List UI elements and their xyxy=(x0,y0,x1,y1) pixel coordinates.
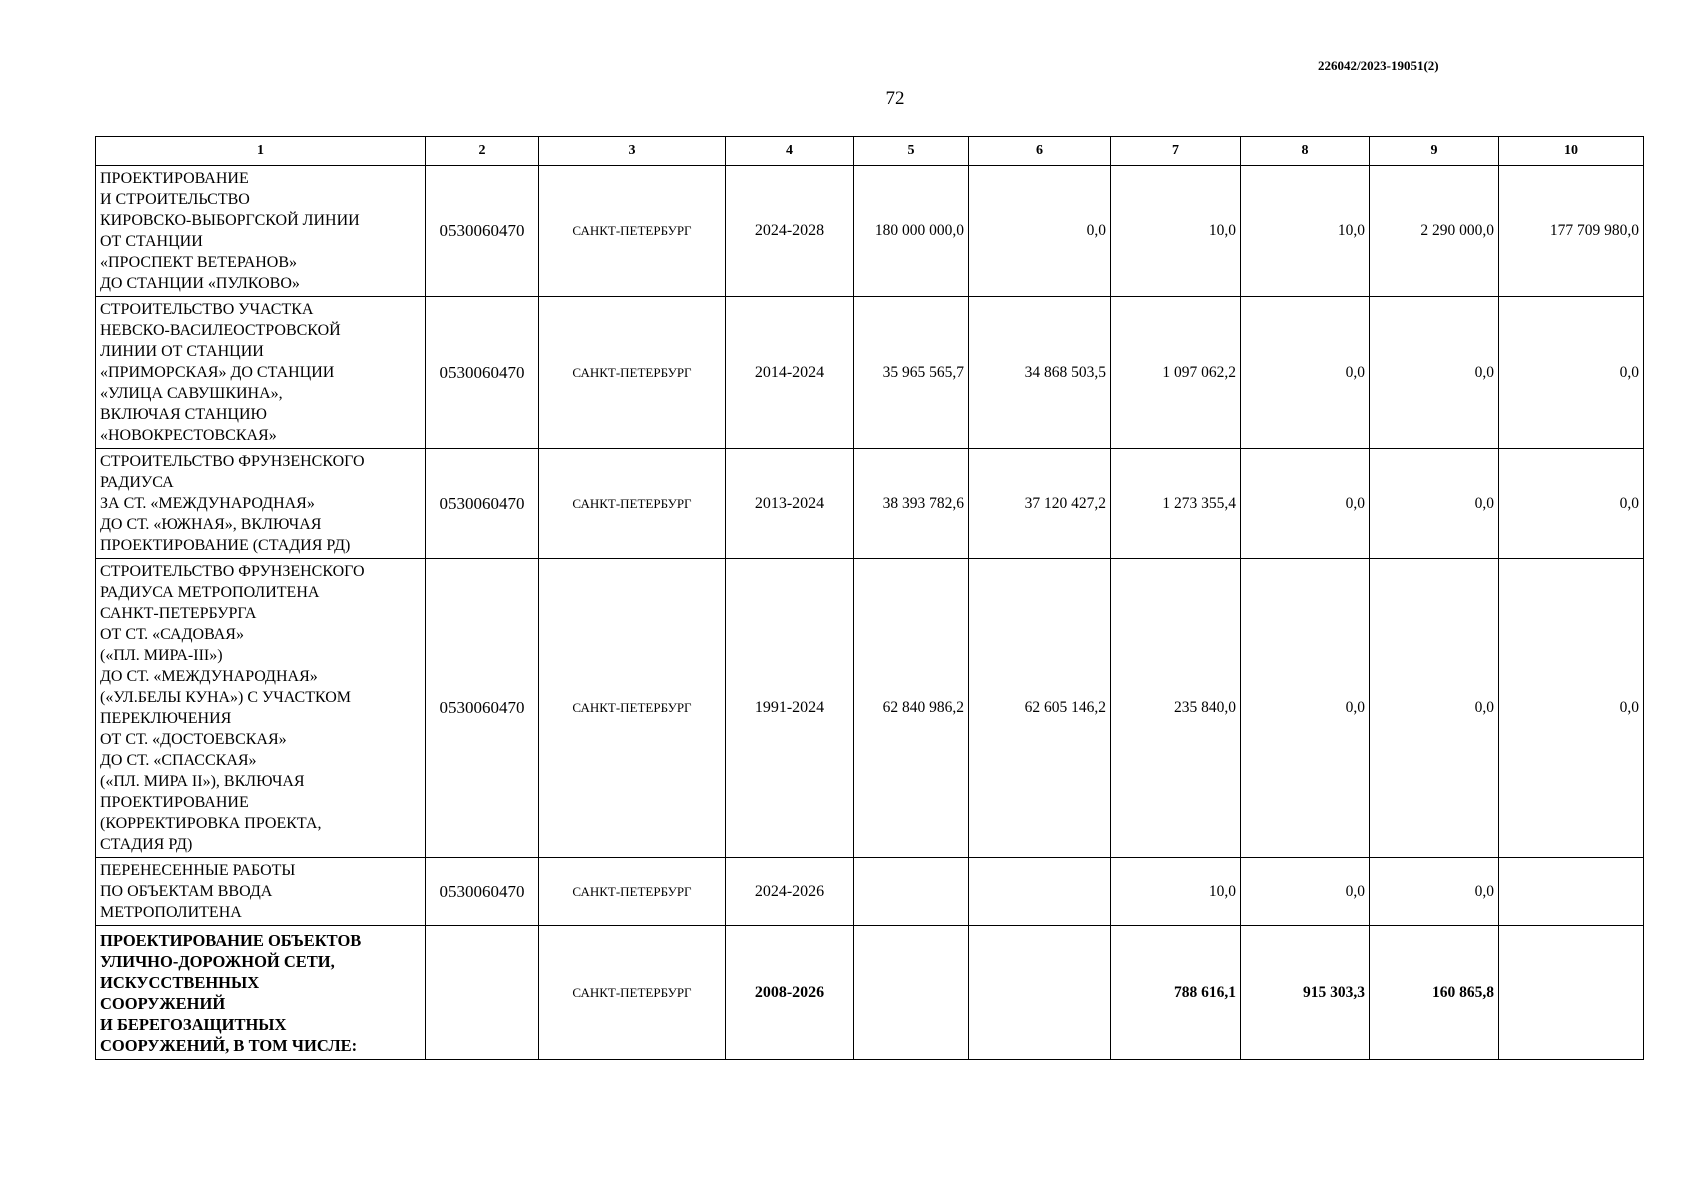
column-number-row xyxy=(96,137,1644,166)
period: 2014-2024 xyxy=(726,297,854,449)
budget-code: 0530060470 xyxy=(426,449,539,559)
value-col5: 38 393 782,6 xyxy=(854,449,969,559)
value-col8: 10,0 xyxy=(1241,166,1370,297)
object-name: ПРОЕКТИРОВАНИЕ ОБЪЕКТОВ УЛИЧНО-ДОРОЖНОЙ СЕТИ, ИСКУССТВЕННЫХ СООРУЖЕНИЙ И БЕРЕГОЗАЩИТНЫХ СООРУЖЕНИЙ, В ТОМ ЧИСЛЕ: xyxy=(96,926,426,1060)
value-col9: 0,0 xyxy=(1370,559,1499,858)
column-header: 5 xyxy=(854,137,969,166)
value-col10: 0,0 xyxy=(1499,559,1644,858)
budget-code: 0530060470 xyxy=(426,297,539,449)
value-col7: 788 616,1 xyxy=(1111,926,1241,1060)
period: 1991-2024 xyxy=(726,559,854,858)
value-col6: 37 120 427,2 xyxy=(969,449,1111,559)
column-header: 9 xyxy=(1370,137,1499,166)
object-name: СТРОИТЕЛЬСТВО ФРУНЗЕНСКОГО РАДИУСА МЕТРОПОЛИТЕНА САНКТ-ПЕТЕРБУРГА ОТ СТ. «САДОВАЯ» («ПЛ. МИРА-III») ДО СТ. «МЕЖДУНАРОДНАЯ» («УЛ.БЕЛЫ КУНА») С УЧАСТКОМ ПЕРЕКЛЮЧЕНИЯ ОТ СТ. «ДОСТОЕВСКАЯ» ДО СТ. «СПАССКАЯ» («ПЛ. МИРА II»), ВКЛЮЧАЯ ПРОЕКТИРОВАНИЕ (КОРРЕКТИРОВКА ПРОЕКТА, СТАДИЯ РД) xyxy=(96,559,426,858)
period: 2024-2026 xyxy=(726,858,854,926)
period: 2013-2024 xyxy=(726,449,854,559)
value-col10 xyxy=(1499,926,1644,1060)
value-col8: 0,0 xyxy=(1241,559,1370,858)
value-col9: 0,0 xyxy=(1370,297,1499,449)
column-header: 8 xyxy=(1241,137,1370,166)
city: САНКТ-ПЕТЕРБУРГ xyxy=(539,858,726,926)
value-col9: 2 290 000,0 xyxy=(1370,166,1499,297)
value-col9: 160 865,8 xyxy=(1370,926,1499,1060)
value-col5 xyxy=(854,858,969,926)
value-col5 xyxy=(854,926,969,1060)
budget-code xyxy=(426,926,539,1060)
value-col8: 915 303,3 xyxy=(1241,926,1370,1060)
value-col10: 177 709 980,0 xyxy=(1499,166,1644,297)
value-col7: 1 097 062,2 xyxy=(1111,297,1241,449)
value-col10: 0,0 xyxy=(1499,449,1644,559)
column-header: 2 xyxy=(426,137,539,166)
value-col5: 35 965 565,7 xyxy=(854,297,969,449)
budget-code: 0530060470 xyxy=(426,559,539,858)
value-col6 xyxy=(969,858,1111,926)
value-col9: 0,0 xyxy=(1370,449,1499,559)
city: САНКТ-ПЕТЕРБУРГ xyxy=(539,926,726,1060)
column-header: 10 xyxy=(1499,137,1644,166)
value-col7: 235 840,0 xyxy=(1111,559,1241,858)
budget-code: 0530060470 xyxy=(426,166,539,297)
object-name: СТРОИТЕЛЬСТВО УЧАСТКА НЕВСКО-ВАСИЛЕОСТРОВСКОЙ ЛИНИИ ОТ СТАНЦИИ «ПРИМОРСКАЯ» ДО СТАНЦИИ «УЛИЦА САВУШКИНА», ВКЛЮЧАЯ СТАНЦИЮ «НОВОКРЕСТОВСКАЯ» xyxy=(96,297,426,449)
object-name: ПЕРЕНЕСЕННЫЕ РАБОТЫ ПО ОБЪЕКТАМ ВВОДА МЕТРОПОЛИТЕНА xyxy=(96,858,426,926)
table-row xyxy=(96,166,1644,297)
table-row xyxy=(96,858,1644,926)
period: 2024-2028 xyxy=(726,166,854,297)
value-col10 xyxy=(1499,858,1644,926)
page-number: 72 xyxy=(885,88,905,109)
value-col5: 62 840 986,2 xyxy=(854,559,969,858)
budget-table xyxy=(95,136,1644,1060)
table-row xyxy=(96,297,1644,449)
value-col6: 34 868 503,5 xyxy=(969,297,1111,449)
value-col5: 180 000 000,0 xyxy=(854,166,969,297)
column-header: 6 xyxy=(969,137,1111,166)
value-col7: 10,0 xyxy=(1111,858,1241,926)
city: САНКТ-ПЕТЕРБУРГ xyxy=(539,449,726,559)
column-header: 1 xyxy=(96,137,426,166)
value-col6: 62 605 146,2 xyxy=(969,559,1111,858)
object-name: ПРОЕКТИРОВАНИЕ И СТРОИТЕЛЬСТВО КИРОВСКО-ВЫБОРГСКОЙ ЛИНИИ ОТ СТАНЦИИ «ПРОСПЕКТ ВЕТЕРАНОВ» ДО СТАНЦИИ «ПУЛКОВО» xyxy=(96,166,426,297)
city: САНКТ-ПЕТЕРБУРГ xyxy=(539,166,726,297)
table-row xyxy=(96,926,1644,1060)
value-col7: 10,0 xyxy=(1111,166,1241,297)
column-header: 4 xyxy=(726,137,854,166)
city: САНКТ-ПЕТЕРБУРГ xyxy=(539,559,726,858)
period: 2008-2026 xyxy=(726,926,854,1060)
city: САНКТ-ПЕТЕРБУРГ xyxy=(539,297,726,449)
value-col9: 0,0 xyxy=(1370,858,1499,926)
value-col6 xyxy=(969,926,1111,1060)
value-col8: 0,0 xyxy=(1241,449,1370,559)
value-col8: 0,0 xyxy=(1241,297,1370,449)
object-name: СТРОИТЕЛЬСТВО ФРУНЗЕНСКОГО РАДИУСА ЗА СТ. «МЕЖДУНАРОДНАЯ» ДО СТ. «ЮЖНАЯ», ВКЛЮЧАЯ ПРОЕКТИРОВАНИЕ (СТАДИЯ РД) xyxy=(96,449,426,559)
table-row xyxy=(96,449,1644,559)
value-col6: 0,0 xyxy=(969,166,1111,297)
column-header: 7 xyxy=(1111,137,1241,166)
column-header: 3 xyxy=(539,137,726,166)
value-col8: 0,0 xyxy=(1241,858,1370,926)
value-col7: 1 273 355,4 xyxy=(1111,449,1241,559)
document-number: 226042/2023-19051(2) xyxy=(1318,58,1439,73)
value-col10: 0,0 xyxy=(1499,297,1644,449)
table-row xyxy=(96,559,1644,858)
budget-code: 0530060470 xyxy=(426,858,539,926)
